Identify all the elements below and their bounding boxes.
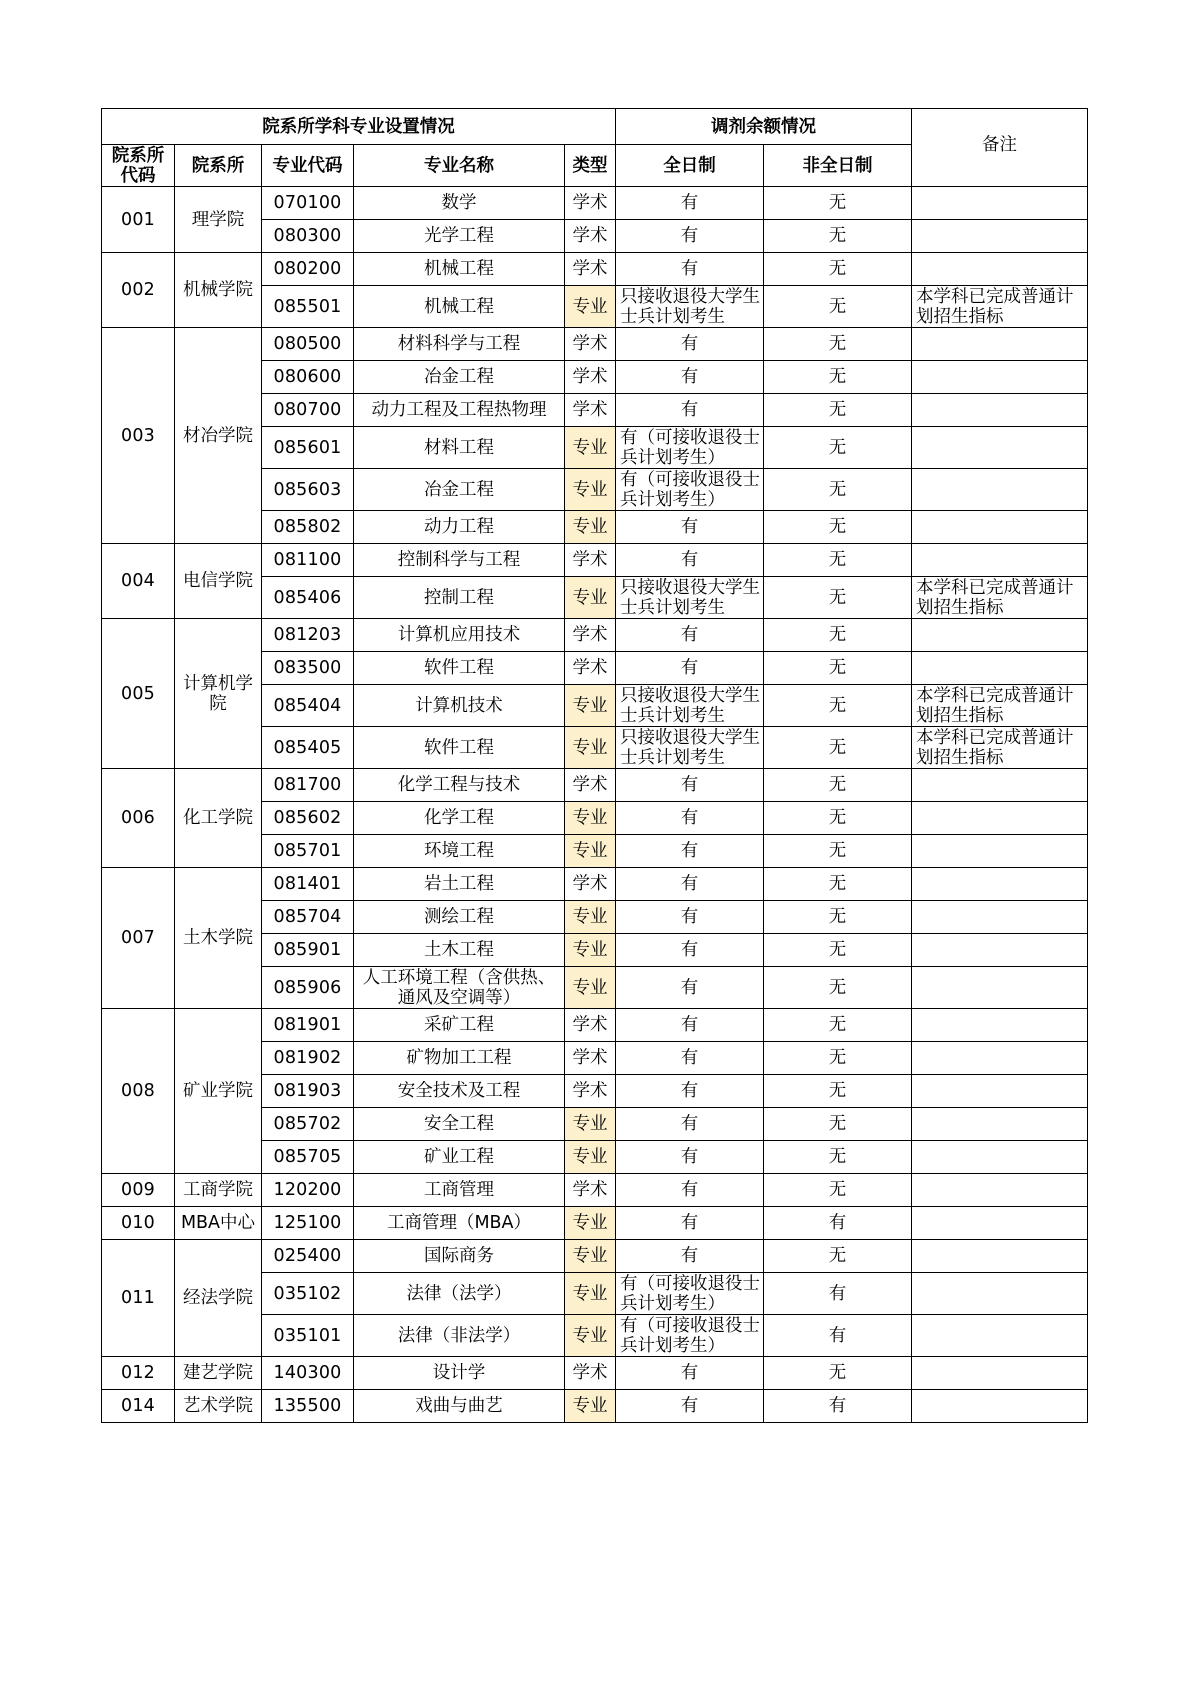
dept-code-cell: 006 (102, 769, 175, 868)
fulltime-cell: 有（可接收退役士兵计划考生） (616, 469, 764, 511)
header-dept: 院系所 (175, 145, 262, 187)
parttime-cell: 无 (764, 220, 912, 253)
parttime-cell: 无 (764, 769, 912, 802)
major-code-cell: 085901 (262, 934, 354, 967)
quota-table (101, 108, 1088, 1423)
major-code-cell: 085602 (262, 802, 354, 835)
parttime-cell: 无 (764, 685, 912, 727)
major-code-cell: 085404 (262, 685, 354, 727)
header-major-name: 专业名称 (354, 145, 565, 187)
major-name-cell: 冶金工程 (354, 361, 565, 394)
remark-cell (912, 511, 1088, 544)
type-cell: 专业 (565, 967, 616, 1009)
dept-code-cell: 004 (102, 544, 175, 619)
remark-cell (912, 469, 1088, 511)
fulltime-cell: 有 (616, 1390, 764, 1423)
dept-code-cell: 010 (102, 1207, 175, 1240)
major-code-cell: 081401 (262, 868, 354, 901)
parttime-cell: 无 (764, 802, 912, 835)
major-code-cell: 085603 (262, 469, 354, 511)
major-code-cell: 085702 (262, 1108, 354, 1141)
table-row (102, 1240, 1088, 1273)
fulltime-cell: 有（可接收退役士兵计划考生） (616, 1315, 764, 1357)
fulltime-cell: 只接收退役大学生士兵计划考生 (616, 286, 764, 328)
major-code-cell: 070100 (262, 187, 354, 220)
type-cell: 学术 (565, 328, 616, 361)
header-section-setup: 院系所学科专业设置情况 (102, 109, 616, 145)
fulltime-cell: 有 (616, 967, 764, 1009)
major-name-cell: 控制科学与工程 (354, 544, 565, 577)
type-cell: 专业 (565, 727, 616, 769)
fulltime-cell: 有 (616, 1042, 764, 1075)
remark-cell (912, 1075, 1088, 1108)
remark-cell (912, 427, 1088, 469)
type-cell: 专业 (565, 802, 616, 835)
fulltime-cell: 有 (616, 1174, 764, 1207)
fulltime-cell: 有 (616, 901, 764, 934)
fulltime-cell: 有 (616, 868, 764, 901)
major-name-cell: 戏曲与曲艺 (354, 1390, 565, 1423)
fulltime-cell: 只接收退役大学生士兵计划考生 (616, 727, 764, 769)
type-cell: 专业 (565, 934, 616, 967)
fulltime-cell: 有 (616, 220, 764, 253)
type-cell: 专业 (565, 469, 616, 511)
major-code-cell: 125100 (262, 1207, 354, 1240)
parttime-cell: 无 (764, 361, 912, 394)
header-parttime: 非全日制 (764, 145, 912, 187)
type-cell: 学术 (565, 1174, 616, 1207)
fulltime-cell: 有 (616, 1141, 764, 1174)
parttime-cell: 无 (764, 1108, 912, 1141)
remark-cell: 本学科已完成普通计划招生指标 (912, 685, 1088, 727)
major-code-cell: 035101 (262, 1315, 354, 1357)
type-cell: 专业 (565, 1207, 616, 1240)
header-row-1 (102, 109, 1088, 145)
major-code-cell: 080500 (262, 328, 354, 361)
major-name-cell: 土木工程 (354, 934, 565, 967)
major-code-cell: 081700 (262, 769, 354, 802)
remark-cell (912, 967, 1088, 1009)
table-row (102, 619, 1088, 652)
major-code-cell: 081902 (262, 1042, 354, 1075)
major-code-cell: 081203 (262, 619, 354, 652)
parttime-cell: 无 (764, 469, 912, 511)
major-name-cell: 光学工程 (354, 220, 565, 253)
major-name-cell: 安全技术及工程 (354, 1075, 565, 1108)
type-cell: 专业 (565, 577, 616, 619)
parttime-cell: 无 (764, 544, 912, 577)
type-cell: 学术 (565, 769, 616, 802)
type-cell: 专业 (565, 1240, 616, 1273)
fulltime-cell: 有 (616, 1357, 764, 1390)
dept-name-cell: 理学院 (175, 187, 262, 253)
dept-code-cell: 012 (102, 1357, 175, 1390)
major-name-cell: 人工环境工程（含供热、通风及空调等） (354, 967, 565, 1009)
major-name-cell: 化学工程与技术 (354, 769, 565, 802)
remark-cell (912, 1240, 1088, 1273)
parttime-cell: 无 (764, 328, 912, 361)
table-row (102, 1357, 1088, 1390)
remark-cell: 本学科已完成普通计划招生指标 (912, 286, 1088, 328)
dept-name-cell: 经法学院 (175, 1240, 262, 1357)
major-name-cell: 工商管理（MBA） (354, 1207, 565, 1240)
type-cell: 专业 (565, 901, 616, 934)
table-row (102, 187, 1088, 220)
major-name-cell: 计算机技术 (354, 685, 565, 727)
remark-cell (912, 1390, 1088, 1423)
fulltime-cell: 有 (616, 1207, 764, 1240)
fulltime-cell: 有（可接收退役士兵计划考生） (616, 1273, 764, 1315)
parttime-cell: 无 (764, 1357, 912, 1390)
major-code-cell: 081903 (262, 1075, 354, 1108)
dept-code-cell: 001 (102, 187, 175, 253)
type-cell: 专业 (565, 685, 616, 727)
fulltime-cell: 有 (616, 328, 764, 361)
remark-cell (912, 1009, 1088, 1042)
table-row (102, 328, 1088, 361)
dept-name-cell: 矿业学院 (175, 1009, 262, 1174)
header-section-quota: 调剂余额情况 (616, 109, 912, 145)
parttime-cell: 无 (764, 967, 912, 1009)
major-code-cell: 080300 (262, 220, 354, 253)
major-name-cell: 化学工程 (354, 802, 565, 835)
dept-name-cell: 计算机学院 (175, 619, 262, 769)
type-cell: 专业 (565, 835, 616, 868)
dept-name-cell: 建艺学院 (175, 1357, 262, 1390)
fulltime-cell: 有 (616, 253, 764, 286)
remark-cell: 本学科已完成普通计划招生指标 (912, 727, 1088, 769)
type-cell: 学术 (565, 1009, 616, 1042)
parttime-cell: 无 (764, 934, 912, 967)
major-name-cell: 软件工程 (354, 727, 565, 769)
major-name-cell: 安全工程 (354, 1108, 565, 1141)
major-name-cell: 机械工程 (354, 286, 565, 328)
major-name-cell: 动力工程 (354, 511, 565, 544)
dept-code-cell: 009 (102, 1174, 175, 1207)
major-name-cell: 矿业工程 (354, 1141, 565, 1174)
parttime-cell: 无 (764, 427, 912, 469)
major-name-cell: 数学 (354, 187, 565, 220)
major-name-cell: 国际商务 (354, 1240, 565, 1273)
fulltime-cell: 只接收退役大学生士兵计划考生 (616, 577, 764, 619)
parttime-cell: 无 (764, 286, 912, 328)
type-cell: 专业 (565, 427, 616, 469)
remark-cell (912, 901, 1088, 934)
major-name-cell: 冶金工程 (354, 469, 565, 511)
table-row (102, 1207, 1088, 1240)
dept-code-cell: 003 (102, 328, 175, 544)
parttime-cell: 无 (764, 619, 912, 652)
major-name-cell: 机械工程 (354, 253, 565, 286)
fulltime-cell: 有 (616, 934, 764, 967)
major-code-cell: 085406 (262, 577, 354, 619)
table-row (102, 868, 1088, 901)
remark-cell (912, 394, 1088, 427)
parttime-cell: 有 (764, 1390, 912, 1423)
remark-cell (912, 220, 1088, 253)
major-code-cell: 081100 (262, 544, 354, 577)
parttime-cell: 无 (764, 577, 912, 619)
type-cell: 学术 (565, 220, 616, 253)
remark-cell (912, 253, 1088, 286)
major-code-cell: 140300 (262, 1357, 354, 1390)
major-code-cell: 085701 (262, 835, 354, 868)
major-name-cell: 采矿工程 (354, 1009, 565, 1042)
parttime-cell: 无 (764, 1009, 912, 1042)
type-cell: 专业 (565, 1273, 616, 1315)
remark-cell (912, 652, 1088, 685)
parttime-cell: 有 (764, 1315, 912, 1357)
type-cell: 学术 (565, 1042, 616, 1075)
major-name-cell: 法律（非法学） (354, 1315, 565, 1357)
table-row (102, 1174, 1088, 1207)
major-code-cell: 085704 (262, 901, 354, 934)
remark-cell (912, 868, 1088, 901)
major-code-cell: 080200 (262, 253, 354, 286)
parttime-cell: 无 (764, 652, 912, 685)
fulltime-cell: 有 (616, 1240, 764, 1273)
header-fulltime: 全日制 (616, 145, 764, 187)
remark-cell (912, 1357, 1088, 1390)
remark-cell (912, 1042, 1088, 1075)
major-code-cell: 025400 (262, 1240, 354, 1273)
major-code-cell: 085405 (262, 727, 354, 769)
type-cell: 学术 (565, 1357, 616, 1390)
header-major-code: 专业代码 (262, 145, 354, 187)
major-name-cell: 控制工程 (354, 577, 565, 619)
dept-name-cell: 机械学院 (175, 253, 262, 328)
type-cell: 学术 (565, 652, 616, 685)
major-name-cell: 法律（法学） (354, 1273, 565, 1315)
major-name-cell: 材料工程 (354, 427, 565, 469)
major-code-cell: 035102 (262, 1273, 354, 1315)
remark-cell (912, 802, 1088, 835)
major-name-cell: 材料科学与工程 (354, 328, 565, 361)
type-cell: 学术 (565, 619, 616, 652)
dept-name-cell: 工商学院 (175, 1174, 262, 1207)
major-name-cell: 矿物加工工程 (354, 1042, 565, 1075)
table-row (102, 769, 1088, 802)
type-cell: 学术 (565, 394, 616, 427)
dept-name-cell: 材冶学院 (175, 328, 262, 544)
remark-cell (912, 1315, 1088, 1357)
major-code-cell: 085601 (262, 427, 354, 469)
type-cell: 专业 (565, 1141, 616, 1174)
major-code-cell: 081901 (262, 1009, 354, 1042)
type-cell: 专业 (565, 286, 616, 328)
dept-name-cell: 土木学院 (175, 868, 262, 1009)
fulltime-cell: 只接收退役大学生士兵计划考生 (616, 685, 764, 727)
parttime-cell: 无 (764, 1240, 912, 1273)
header-remark: 备注 (912, 109, 1088, 187)
type-cell: 学术 (565, 544, 616, 577)
dept-name-cell: 电信学院 (175, 544, 262, 619)
parttime-cell: 无 (764, 1141, 912, 1174)
type-cell: 学术 (565, 361, 616, 394)
remark-cell (912, 835, 1088, 868)
type-cell: 学术 (565, 253, 616, 286)
parttime-cell: 无 (764, 511, 912, 544)
dept-name-cell: MBA中心 (175, 1207, 262, 1240)
parttime-cell: 无 (764, 394, 912, 427)
table-row (102, 253, 1088, 286)
fulltime-cell: 有 (616, 1075, 764, 1108)
major-code-cell: 080600 (262, 361, 354, 394)
parttime-cell: 无 (764, 1042, 912, 1075)
type-cell: 专业 (565, 1390, 616, 1423)
fulltime-cell: 有 (616, 802, 764, 835)
major-name-cell: 设计学 (354, 1357, 565, 1390)
major-name-cell: 计算机应用技术 (354, 619, 565, 652)
table-row (102, 544, 1088, 577)
dept-name-cell: 化工学院 (175, 769, 262, 868)
type-cell: 专业 (565, 1108, 616, 1141)
fulltime-cell: 有 (616, 1108, 764, 1141)
remark-cell: 本学科已完成普通计划招生指标 (912, 577, 1088, 619)
major-code-cell: 085906 (262, 967, 354, 1009)
fulltime-cell: 有 (616, 652, 764, 685)
parttime-cell: 无 (764, 901, 912, 934)
major-name-cell: 环境工程 (354, 835, 565, 868)
major-name-cell: 软件工程 (354, 652, 565, 685)
major-code-cell: 135500 (262, 1390, 354, 1423)
table-row (102, 1390, 1088, 1423)
fulltime-cell: 有 (616, 187, 764, 220)
parttime-cell: 无 (764, 1075, 912, 1108)
remark-cell (912, 1207, 1088, 1240)
parttime-cell: 有 (764, 1207, 912, 1240)
parttime-cell: 无 (764, 253, 912, 286)
remark-cell (912, 328, 1088, 361)
type-cell: 学术 (565, 868, 616, 901)
dept-code-cell: 008 (102, 1009, 175, 1174)
major-code-cell: 085705 (262, 1141, 354, 1174)
parttime-cell: 无 (764, 868, 912, 901)
fulltime-cell: 有 (616, 619, 764, 652)
fulltime-cell: 有（可接收退役士兵计划考生） (616, 427, 764, 469)
remark-cell (912, 1273, 1088, 1315)
remark-cell (912, 187, 1088, 220)
fulltime-cell: 有 (616, 394, 764, 427)
dept-code-cell: 005 (102, 619, 175, 769)
header-dept-code: 院系所代码 (102, 145, 175, 187)
fulltime-cell: 有 (616, 769, 764, 802)
remark-cell (912, 1174, 1088, 1207)
remark-cell (912, 934, 1088, 967)
type-cell: 学术 (565, 187, 616, 220)
dept-name-cell: 艺术学院 (175, 1390, 262, 1423)
major-name-cell: 测绘工程 (354, 901, 565, 934)
major-name-cell: 工商管理 (354, 1174, 565, 1207)
major-code-cell: 120200 (262, 1174, 354, 1207)
remark-cell (912, 769, 1088, 802)
remark-cell (912, 1141, 1088, 1174)
type-cell: 专业 (565, 1315, 616, 1357)
fulltime-cell: 有 (616, 835, 764, 868)
dept-code-cell: 007 (102, 868, 175, 1009)
major-code-cell: 085802 (262, 511, 354, 544)
remark-cell (912, 1108, 1088, 1141)
table-body (102, 187, 1088, 1423)
dept-code-cell: 014 (102, 1390, 175, 1423)
remark-cell (912, 544, 1088, 577)
fulltime-cell: 有 (616, 1009, 764, 1042)
remark-cell (912, 619, 1088, 652)
dept-code-cell: 011 (102, 1240, 175, 1357)
dept-code-cell: 002 (102, 253, 175, 328)
type-cell: 专业 (565, 511, 616, 544)
major-name-cell: 岩土工程 (354, 868, 565, 901)
fulltime-cell: 有 (616, 361, 764, 394)
header-type: 类型 (565, 145, 616, 187)
major-code-cell: 083500 (262, 652, 354, 685)
fulltime-cell: 有 (616, 544, 764, 577)
table-row (102, 1009, 1088, 1042)
parttime-cell: 无 (764, 727, 912, 769)
parttime-cell: 无 (764, 835, 912, 868)
type-cell: 学术 (565, 1075, 616, 1108)
parttime-cell: 无 (764, 187, 912, 220)
major-name-cell: 动力工程及工程热物理 (354, 394, 565, 427)
parttime-cell: 有 (764, 1273, 912, 1315)
fulltime-cell: 有 (616, 511, 764, 544)
major-code-cell: 085501 (262, 286, 354, 328)
major-code-cell: 080700 (262, 394, 354, 427)
parttime-cell: 无 (764, 1174, 912, 1207)
remark-cell (912, 361, 1088, 394)
